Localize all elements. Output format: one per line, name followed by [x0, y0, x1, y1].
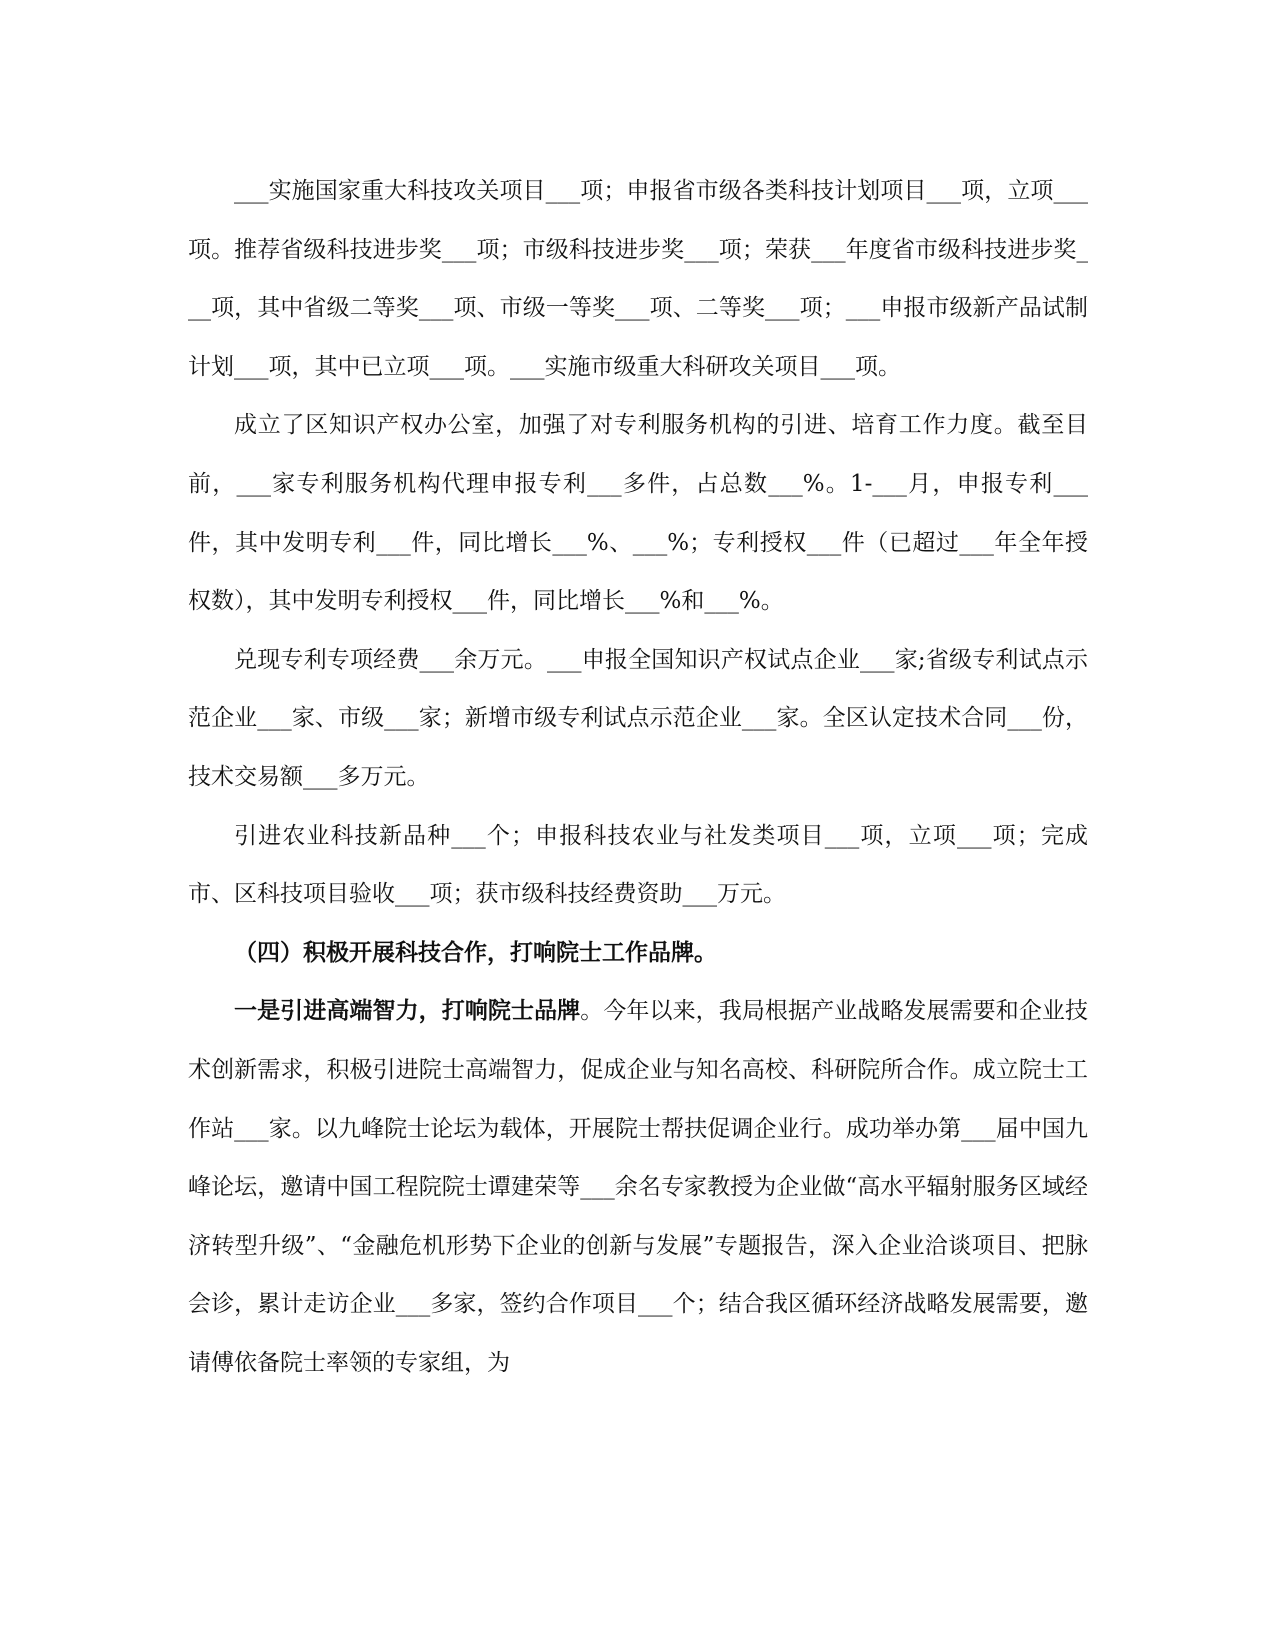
document-body	[188, 162, 1088, 1392]
paragraph-agriculture: 引进农业科技新品种___个；申报科技农业与社发类项目___项，立项___项；完成市、区科技项目验收___项；获市级科技经费资助___万元。	[188, 822, 1088, 908]
paragraph-lead: 一是引进高端智力，打响院士品牌	[234, 997, 581, 1025]
paragraph-patents: 成立了区知识产权办公室，加强了对专利服务机构的引进、培育工作力度。截至目前，___家专利服务机构代理申报专利___多件，占总数___%。1-___月，申报专利___件，其中发明专利___件，同比增长___%、___%；专利授权___件（已超过___年全年授权数），其中发明专利授权___件，同比增长___%和___%。	[188, 412, 1088, 615]
paragraph-funding: 兑现专利专项经费___余万元。___申报全国知识产权试点企业___家;省级专利试点示范企业___家、市级___家；新增市级专利试点示范企业___家。全区认定技术合同___份，技术交易额___多万元。	[188, 646, 1088, 790]
paragraph-body: 。今年以来，我局根据产业战略发展需要和企业技术创新需求，积极引进院士高端智力，促成企业与知名高校、科研院所合作。成立院士工作站___家。以九峰院士论坛为载体，开展院士帮扶促调企业行。成功举办第___届中国九峰论坛，邀请中国工程院院士谭建荣等___余名专家教授为企业做“高水平辐射服务区域经济转型升级”、“金融危机形势下企业的创新与发展”专题报告，深入企业洽谈项目、把脉会诊，累计走访企业___多家，签约合作项目___个；结合我区循环经济战略发展需要，邀请傅依备院士率领的专家组，为	[188, 998, 1089, 1376]
paragraph-academician	[188, 982, 1088, 1392]
section-heading: （四）积极开展科技合作，打响院士工作品牌。	[234, 938, 717, 966]
paragraph-projects: ___实施国家重大科技攻关项目___项；申报省市级各类科技计划项目___项，立项___项。推荐省级科技进步奖___项；市级科技进步奖___项；荣获___年度省市级科技进步奖___项，其中省级二等奖___项、市级一等奖___项、二等奖___项；___申报市级新产品试制计划___项，其中已立项___项。___实施市级重大科研攻关项目___项。	[188, 178, 1088, 380]
